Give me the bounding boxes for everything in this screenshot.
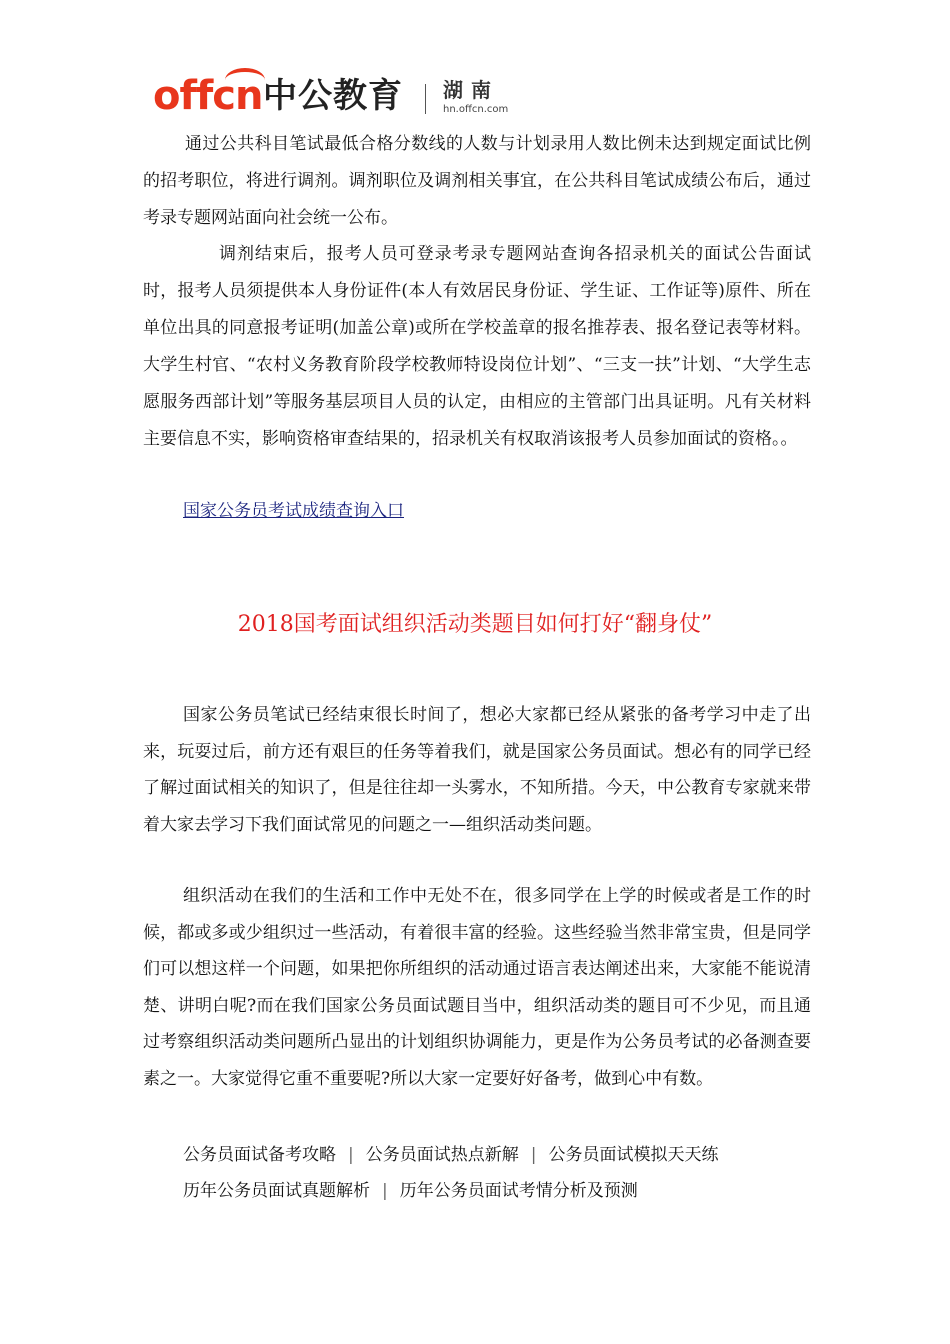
related-links-row-1 xyxy=(183,1140,718,1170)
related-link-prep-strategy[interactable]: 公务员面试备考攻略 xyxy=(183,1145,336,1165)
logo-latin-text: offcn xyxy=(153,73,263,119)
notice-paragraph-adjustment: 通过公共科目笔试最低合格分数线的人数与计划录用人数比例未达到规定面试比例的招考职位，将进行调剂。调剂职位及调剂相关事宜，在公共科目笔试成绩公布后，通过考录专题网站面向社会统一公布。 xyxy=(143,134,811,228)
article-paragraph-body: 组织活动在我们的生活和工作中无处不在，很多同学在上学的时候或者是工作的时候，都或多或少组织过一些活动，有着很丰富的经验。这些经验当然非常宝贵，但是同学们可以想这样一个问题，如果把你所组织的活动通过语言表达阐述出来，大家能不能说清楚、讲明白呢?而在我们国家公务员面试题目当中，组织活动类的题目可不少见，而且通过考察组织活动类问题所凸显出的计划组织协调能力，更是作为公务员考试的必备测查要素之一。大家觉得它重不重要呢?所以大家一定要好好备考，做到心中有数。 xyxy=(143,886,811,1089)
related-link-hot-topics[interactable]: 公务员面试热点新解 xyxy=(365,1145,519,1165)
article-paragraph-intro: 国家公务员笔试已经结束很长时间了，想必大家都已经从紧张的备考学习中走了出来，玩耍过后，前方还有艰巨的任务等着我们，就是国家公务员面试。想必有的同学已经了解过面试相关的知识了，但是往往却一头雾水，不知所措。今天，中公教育专家就来带着大家去学习下我们面试常见的问题之一—组织活动类问题。 xyxy=(143,705,811,835)
offcn-logo[interactable] xyxy=(153,68,553,124)
score-query-link[interactable]: 国家公务员考试成绩查询入口 xyxy=(183,501,404,521)
related-links-row-2 xyxy=(183,1176,638,1206)
notice-paragraph-documents: 调剂结束后，报考人员可登录考录专题网站查询各招录机关的面试公告面试时，报考人员须提供本人身份证件(本人有效居民身份证、学生证、工作证等)原件、所在单位出具的同意报考证明(加盖公章)或所在学校盖章的报名推荐表、报名登记表等材料。大学生村官、“农村义务教育阶段学校教师特设岗位计划”、“三支一扶”计划、“大学生志愿服务西部计划”等服务基层项目人员的认定，由相应的主管部门出具证明。凡有关材料主要信息不实，影响资格审查结果的，招录机关有权取消该报考人员参加面试的资格。。 xyxy=(143,244,811,449)
logo-divider xyxy=(425,84,426,114)
link-separator: | xyxy=(530,1145,537,1165)
logo-region: 湖南 xyxy=(443,78,499,102)
link-separator: | xyxy=(382,1181,388,1201)
logo-chinese-text: 中公教育 xyxy=(263,76,403,116)
article-title: 2018国考面试组织活动类题目如何打好“翻身仗” xyxy=(237,612,713,637)
related-link-past-questions[interactable]: 历年公务员面试真题解析 xyxy=(183,1181,370,1201)
logo-domain: hn.offcn.com xyxy=(443,104,509,115)
link-separator: | xyxy=(348,1145,354,1165)
related-link-daily-practice[interactable]: 公务员面试模拟天天练 xyxy=(548,1145,719,1165)
related-link-trend-analysis[interactable]: 历年公务员面试考情分析及预测 xyxy=(399,1181,638,1201)
